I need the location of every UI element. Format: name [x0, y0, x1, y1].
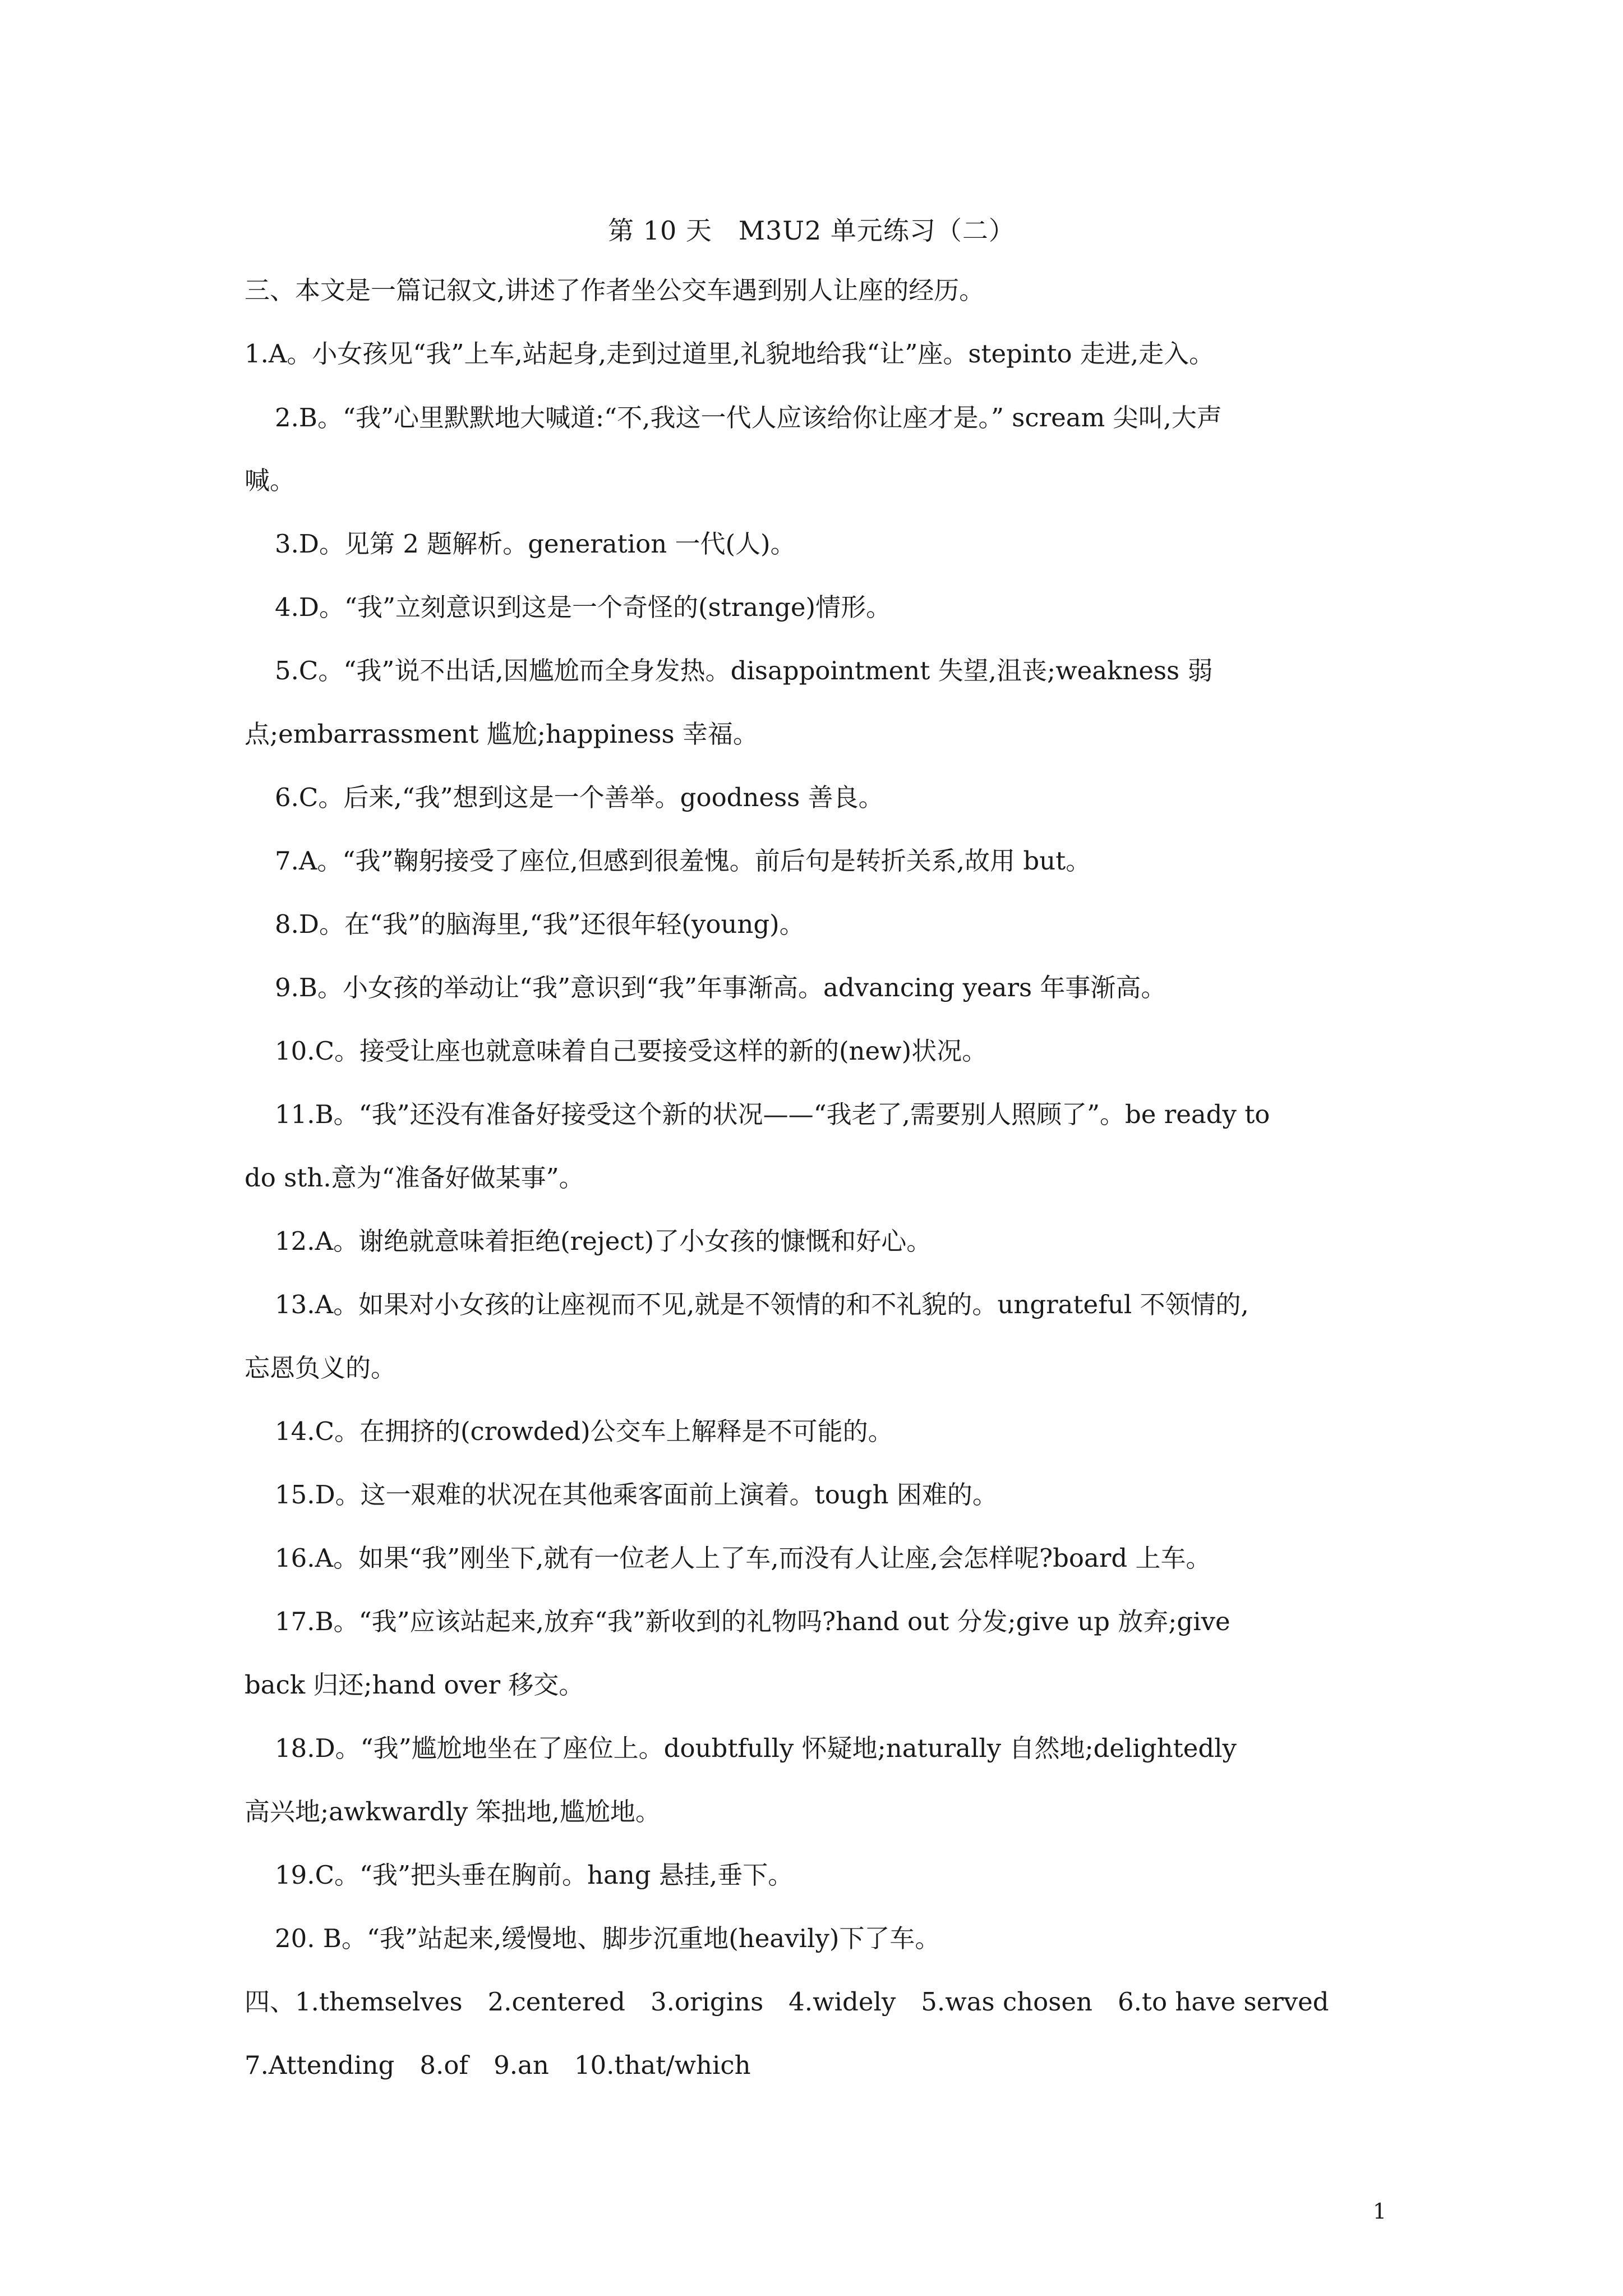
answer-line: back 归还;hand over 移交。 — [245, 1670, 584, 1700]
answer-line: 5.C。“我”说不出话,因尴尬而全身发热。disappointment 失望,沮丧;weakness 弱 — [275, 656, 1213, 685]
answer-line: 3.D。见第 2 题解析。generation 一代(人)。 — [275, 529, 796, 559]
answer-line: do sth.意为“准备好做某事”。 — [245, 1163, 584, 1193]
answer-line: 19.C。“我”把头垂在胸前。hang 悬挂,垂下。 — [275, 1860, 794, 1890]
answer-line: 2.B。“我”心里默默地大喊道:“不,我这一代人应该给你让座才是。” scream 尖叫,大声 — [275, 403, 1222, 432]
answer-line: 13.A。如果对小女孩的让座视而不见,就是不领情的和不礼貌的。ungrateful 不领情的, — [275, 1290, 1249, 1319]
page-title: 第 10 天 M3U2 单元练习（二） — [608, 215, 1015, 246]
answer-line: 12.A。谢绝就意味着拒绝(reject)了小女孩的慷慨和好心。 — [275, 1226, 932, 1256]
section3-intro: 三、本文是一篇记叙文,讲述了作者坐公交车遇到别人让座的经历。 — [245, 275, 985, 305]
answer-line: 1.A。小女孩见“我”上车,站起身,走到过道里,礼貌地给我“让”座。stepinto 走进,走入。 — [245, 339, 1215, 369]
answer-line: 15.D。这一艰难的状况在其他乘客面前上演着。tough 困难的。 — [275, 1480, 998, 1510]
answer-line: 4.D。“我”立刻意识到这是一个奇怪的(strange)情形。 — [275, 592, 892, 622]
answer-line: 忘恩负义的。 — [245, 1353, 396, 1383]
answer-line: 10.C。接受让座也就意味着自己要接受这样的新的(new)状况。 — [275, 1036, 988, 1066]
answer-line: 14.C。在拥挤的(crowded)公交车上解释是不可能的。 — [275, 1416, 893, 1446]
answer-line: 16.A。如果“我”刚坐下,就有一位老人上了车,而没有人让座,会怎样呢?board 上车。 — [275, 1543, 1211, 1573]
answer-line: 7.A。“我”鞠躬接受了座位,但感到很羞愧。前后句是转折关系,故用 but。 — [275, 846, 1091, 876]
answer-line: 17.B。“我”应该站起来,放弃“我”新收到的礼物吗?hand out 分发;give up 放弃;give — [275, 1607, 1230, 1636]
answer-line: 8.D。在“我”的脑海里,“我”还很年轻(young)。 — [275, 909, 805, 939]
page-number: 1 — [1373, 2199, 1387, 2224]
answer-line: 高兴地;awkwardly 笨拙地,尴尬地。 — [245, 1797, 661, 1826]
answer-line: 11.B。“我”还没有准备好接受这个新的状况——“我老了,需要别人照顾了”。be ready to — [275, 1099, 1270, 1129]
answer-line: 6.C。后来,“我”想到这是一个善举。goodness 善良。 — [275, 783, 884, 812]
answer-line: 喊。 — [245, 466, 296, 495]
section4-answers-line2: 7.Attending 8.of 9.an 10.that/which — [245, 2050, 751, 2080]
answer-line: 点;embarrassment 尴尬;happiness 幸福。 — [245, 719, 758, 749]
answer-line: 18.D。“我”尴尬地坐在了座位上。doubtfully 怀疑地;naturally 自然地;delightedly — [275, 1733, 1237, 1763]
section4-answers-line1: 四、1.themselves 2.centered 3.origins 4.widely 5.was chosen 6.to have served — [245, 1987, 1329, 2017]
answer-line: 20. B。“我”站起来,缓慢地、脚步沉重地(heavily)下了车。 — [275, 1924, 940, 1953]
answer-line: 9.B。小女孩的举动让“我”意识到“我”年事渐高。advancing years 年事渐高。 — [275, 973, 1166, 1002]
